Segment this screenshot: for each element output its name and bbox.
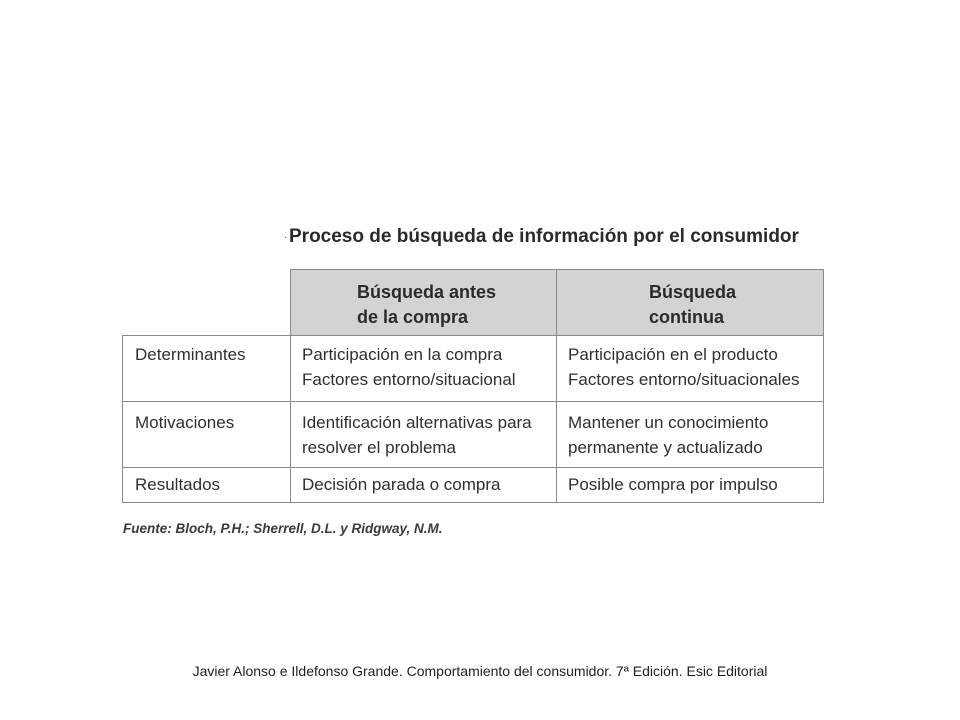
cell-motivaciones-before bbox=[290, 401, 557, 468]
cell-text-line: Participación en el producto bbox=[568, 345, 778, 364]
figure-title: Proceso de búsqueda de información por el consumidor bbox=[289, 226, 799, 247]
cell-text-line: Mantener un conocimiento bbox=[568, 413, 769, 432]
cell-text-line: permanente y actualizado bbox=[568, 438, 763, 457]
header-cell-before-purchase bbox=[290, 269, 557, 336]
cell-determinantes-continuous bbox=[556, 335, 824, 402]
row-label-text: Determinantes bbox=[135, 345, 246, 364]
cell-text-line: Identificación alternativas para bbox=[302, 413, 532, 432]
row-label-text: Motivaciones bbox=[135, 413, 235, 432]
cell-motivaciones-continuous bbox=[556, 401, 824, 468]
row-label-text: Resultados bbox=[135, 475, 221, 494]
cell-text-line: resolver el problema bbox=[302, 438, 457, 457]
title-bullet-mark: · bbox=[284, 232, 288, 243]
cell-resultados-before bbox=[290, 467, 557, 503]
slide-footer-citation: Javier Alonso e Ildefonso Grande. Comportamiento del consumidor. 7ª Edición. Esic Editorial bbox=[192, 663, 768, 679]
row-label-motivaciones bbox=[122, 401, 291, 468]
search-process-table bbox=[122, 269, 824, 503]
cell-resultados-continuous bbox=[556, 467, 824, 503]
header-continuous-line-1: Búsqueda bbox=[649, 282, 737, 302]
row-label-resultados bbox=[122, 467, 291, 503]
cell-text-line: Factores entorno/situacional bbox=[302, 370, 516, 389]
header-before-line-1: Búsqueda antes bbox=[357, 282, 497, 302]
cell-text-line: Decisión parada o compra bbox=[302, 475, 501, 494]
cell-determinantes-before bbox=[290, 335, 557, 402]
cell-text-line: Participación en la compra bbox=[302, 345, 503, 364]
header-continuous-line-2: continua bbox=[649, 307, 724, 327]
figure-source: Fuente: Bloch, P.H.; Sherrell, D.L. y Ridgway, N.M. bbox=[123, 521, 443, 536]
row-label-determinantes bbox=[122, 335, 291, 402]
header-before-line-2: de la compra bbox=[357, 307, 469, 327]
cell-text-line: Factores entorno/situacionales bbox=[568, 370, 800, 389]
cell-text-line: Posible compra por impulso bbox=[568, 475, 778, 494]
header-cell-continuous bbox=[556, 269, 824, 336]
